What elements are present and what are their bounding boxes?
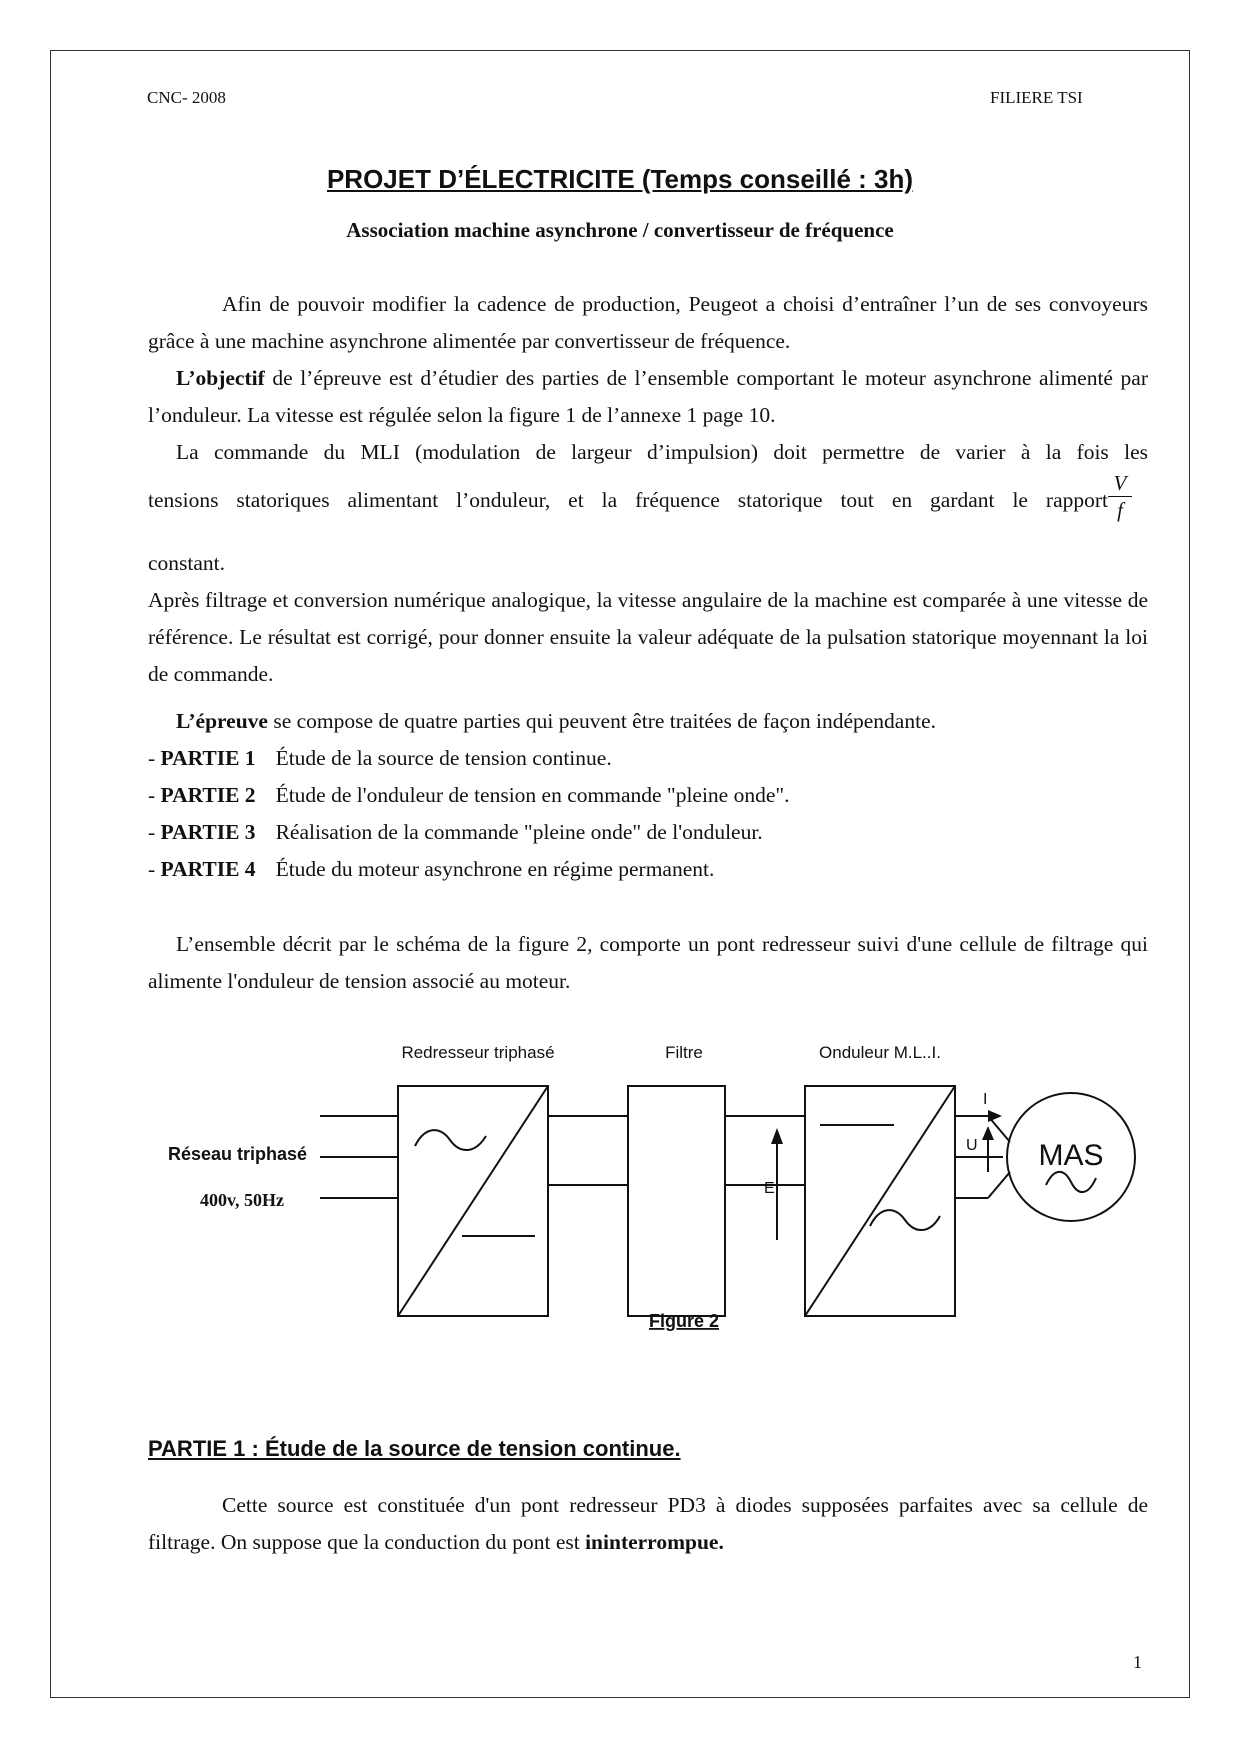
motor-ac-icon (1046, 1172, 1096, 1192)
part-text: Étude du moteur asynchrone en régime permanent. (275, 857, 715, 881)
intro-paragraph-1: Afin de pouvoir modifier la cadence de production, Peugeot a choisi d’entraîner l’un de ses convoyeurs grâce à une machine asynchrone alimentée par convertisseur de fréquence. (148, 292, 1148, 353)
objectif-text: de l’épreuve est d’étudier des parties de l’ensemble comportant le moteur asynchrone alimenté par l’onduleur. La vitesse est régulée selon la figure 1 de l’annexe 1 page 10. (148, 366, 1148, 427)
intro-paragraph-3-line3: constant. (148, 551, 226, 575)
intro-paragraph-5 (148, 703, 1148, 740)
page-title: PROJET D’ÉLECTRICITE (Temps conseillé : 3h) (326, 164, 914, 194)
section-1-text: Cette source est constituée d'un pont redresseur PD3 à diodes supposées parfaites avec sa cellule de filtrage. On suppose que la conduction du pont est ininterrompue. (148, 1493, 1148, 1554)
list-item: - PARTIE 2 Étude de l'onduleur de tension en commande "pleine onde". (148, 783, 790, 807)
label-filtre: Filtre (665, 1043, 703, 1062)
intro-paragraph-2 (148, 360, 1148, 434)
list-item: - PARTIE 1 Étude de la source de tension continue. (148, 746, 612, 770)
current-arrow-icon (988, 1110, 1002, 1122)
intro-paragraph-3-line1: La commande du MLI (modulation de largeur d’impulsion) doit permettre de varier à la fois les (176, 440, 1148, 464)
intro-paragraph-4: Après filtrage et conversion numérique analogique, la vitesse angulaire de la machine est comparée à une vitesse de référence. Le résultat est corrigé, pour donner ensuite la valeur adéquate de la pulsation statorique moyennant la loi de commande. (148, 588, 1148, 686)
label-reseau-value: 400v, 50Hz (200, 1190, 284, 1210)
part-text: Réalisation de la commande "pleine onde" de l'onduleur. (275, 820, 763, 844)
label-u: U (966, 1137, 978, 1154)
intro-paragraph-3-line2: tensions statoriques alimentant l’onduleur, et la fréquence statorique tout en gardant le rapport (148, 488, 1108, 512)
label-onduleur: Onduleur M.L..I. (819, 1043, 941, 1062)
section-1-title: PARTIE 1 : Étude de la source de tension continue. (148, 1436, 681, 1461)
voltage-arrow-icon (982, 1126, 994, 1140)
figure-2-diagram (0, 1030, 1240, 1350)
page-number: 1 (1133, 1652, 1142, 1672)
epreuve-text: se compose de quatre parties qui peuvent être traitées de façon indépendante. (267, 709, 936, 733)
label-reseau: Réseau triphasé (168, 1144, 308, 1164)
part-label: PARTIE 3 (160, 820, 256, 844)
ac-wave-icon (870, 1210, 940, 1230)
page-subtitle: Association machine asynchrone / convertisseur de fréquence (346, 218, 894, 242)
fraction-numerator: V (1113, 471, 1127, 495)
label-redresseur: Redresseur triphasé (401, 1043, 555, 1062)
part-label: PARTIE 1 (160, 746, 256, 770)
label-mas: MAS (1038, 1139, 1104, 1172)
part-text: Étude de la source de tension continue. (275, 746, 612, 770)
epreuve-label: L’épreuve (176, 709, 268, 733)
voltage-arrow-icon (771, 1128, 783, 1144)
part-label: PARTIE 4 (160, 857, 256, 881)
label-e: E (764, 1180, 775, 1197)
label-i: I (983, 1091, 988, 1108)
ensemble-paragraph: L’ensemble décrit par le schéma de la figure 2, comporte un pont redresseur suivi d'une cellule de filtrage qui alimente l'onduleur de tension associé au moteur. (148, 932, 1148, 993)
fraction-denominator: f (1108, 496, 1132, 523)
header-right: FILIERE TSI (990, 88, 1083, 107)
part-label: PARTIE 2 (160, 783, 256, 807)
list-item: - PARTIE 4 Étude du moteur asynchrone en régime permanent. (148, 857, 715, 881)
list-item: - PARTIE 3 Réalisation de la commande "pleine onde" de l'onduleur. (148, 820, 763, 844)
header-left: CNC- 2008 (147, 88, 226, 107)
ac-wave-icon (415, 1130, 486, 1150)
ininterrompue-bold: ininterrompue. (585, 1530, 724, 1554)
ratio-fraction (1108, 470, 1132, 523)
parts-list (148, 740, 790, 888)
objectif-label: L’objectif (176, 366, 265, 390)
part-text: Étude de l'onduleur de tension en commande "pleine onde". (275, 783, 790, 807)
intro-block (148, 286, 1148, 471)
figure-caption: Figure 2 (648, 1311, 720, 1331)
filter-block (628, 1086, 725, 1316)
